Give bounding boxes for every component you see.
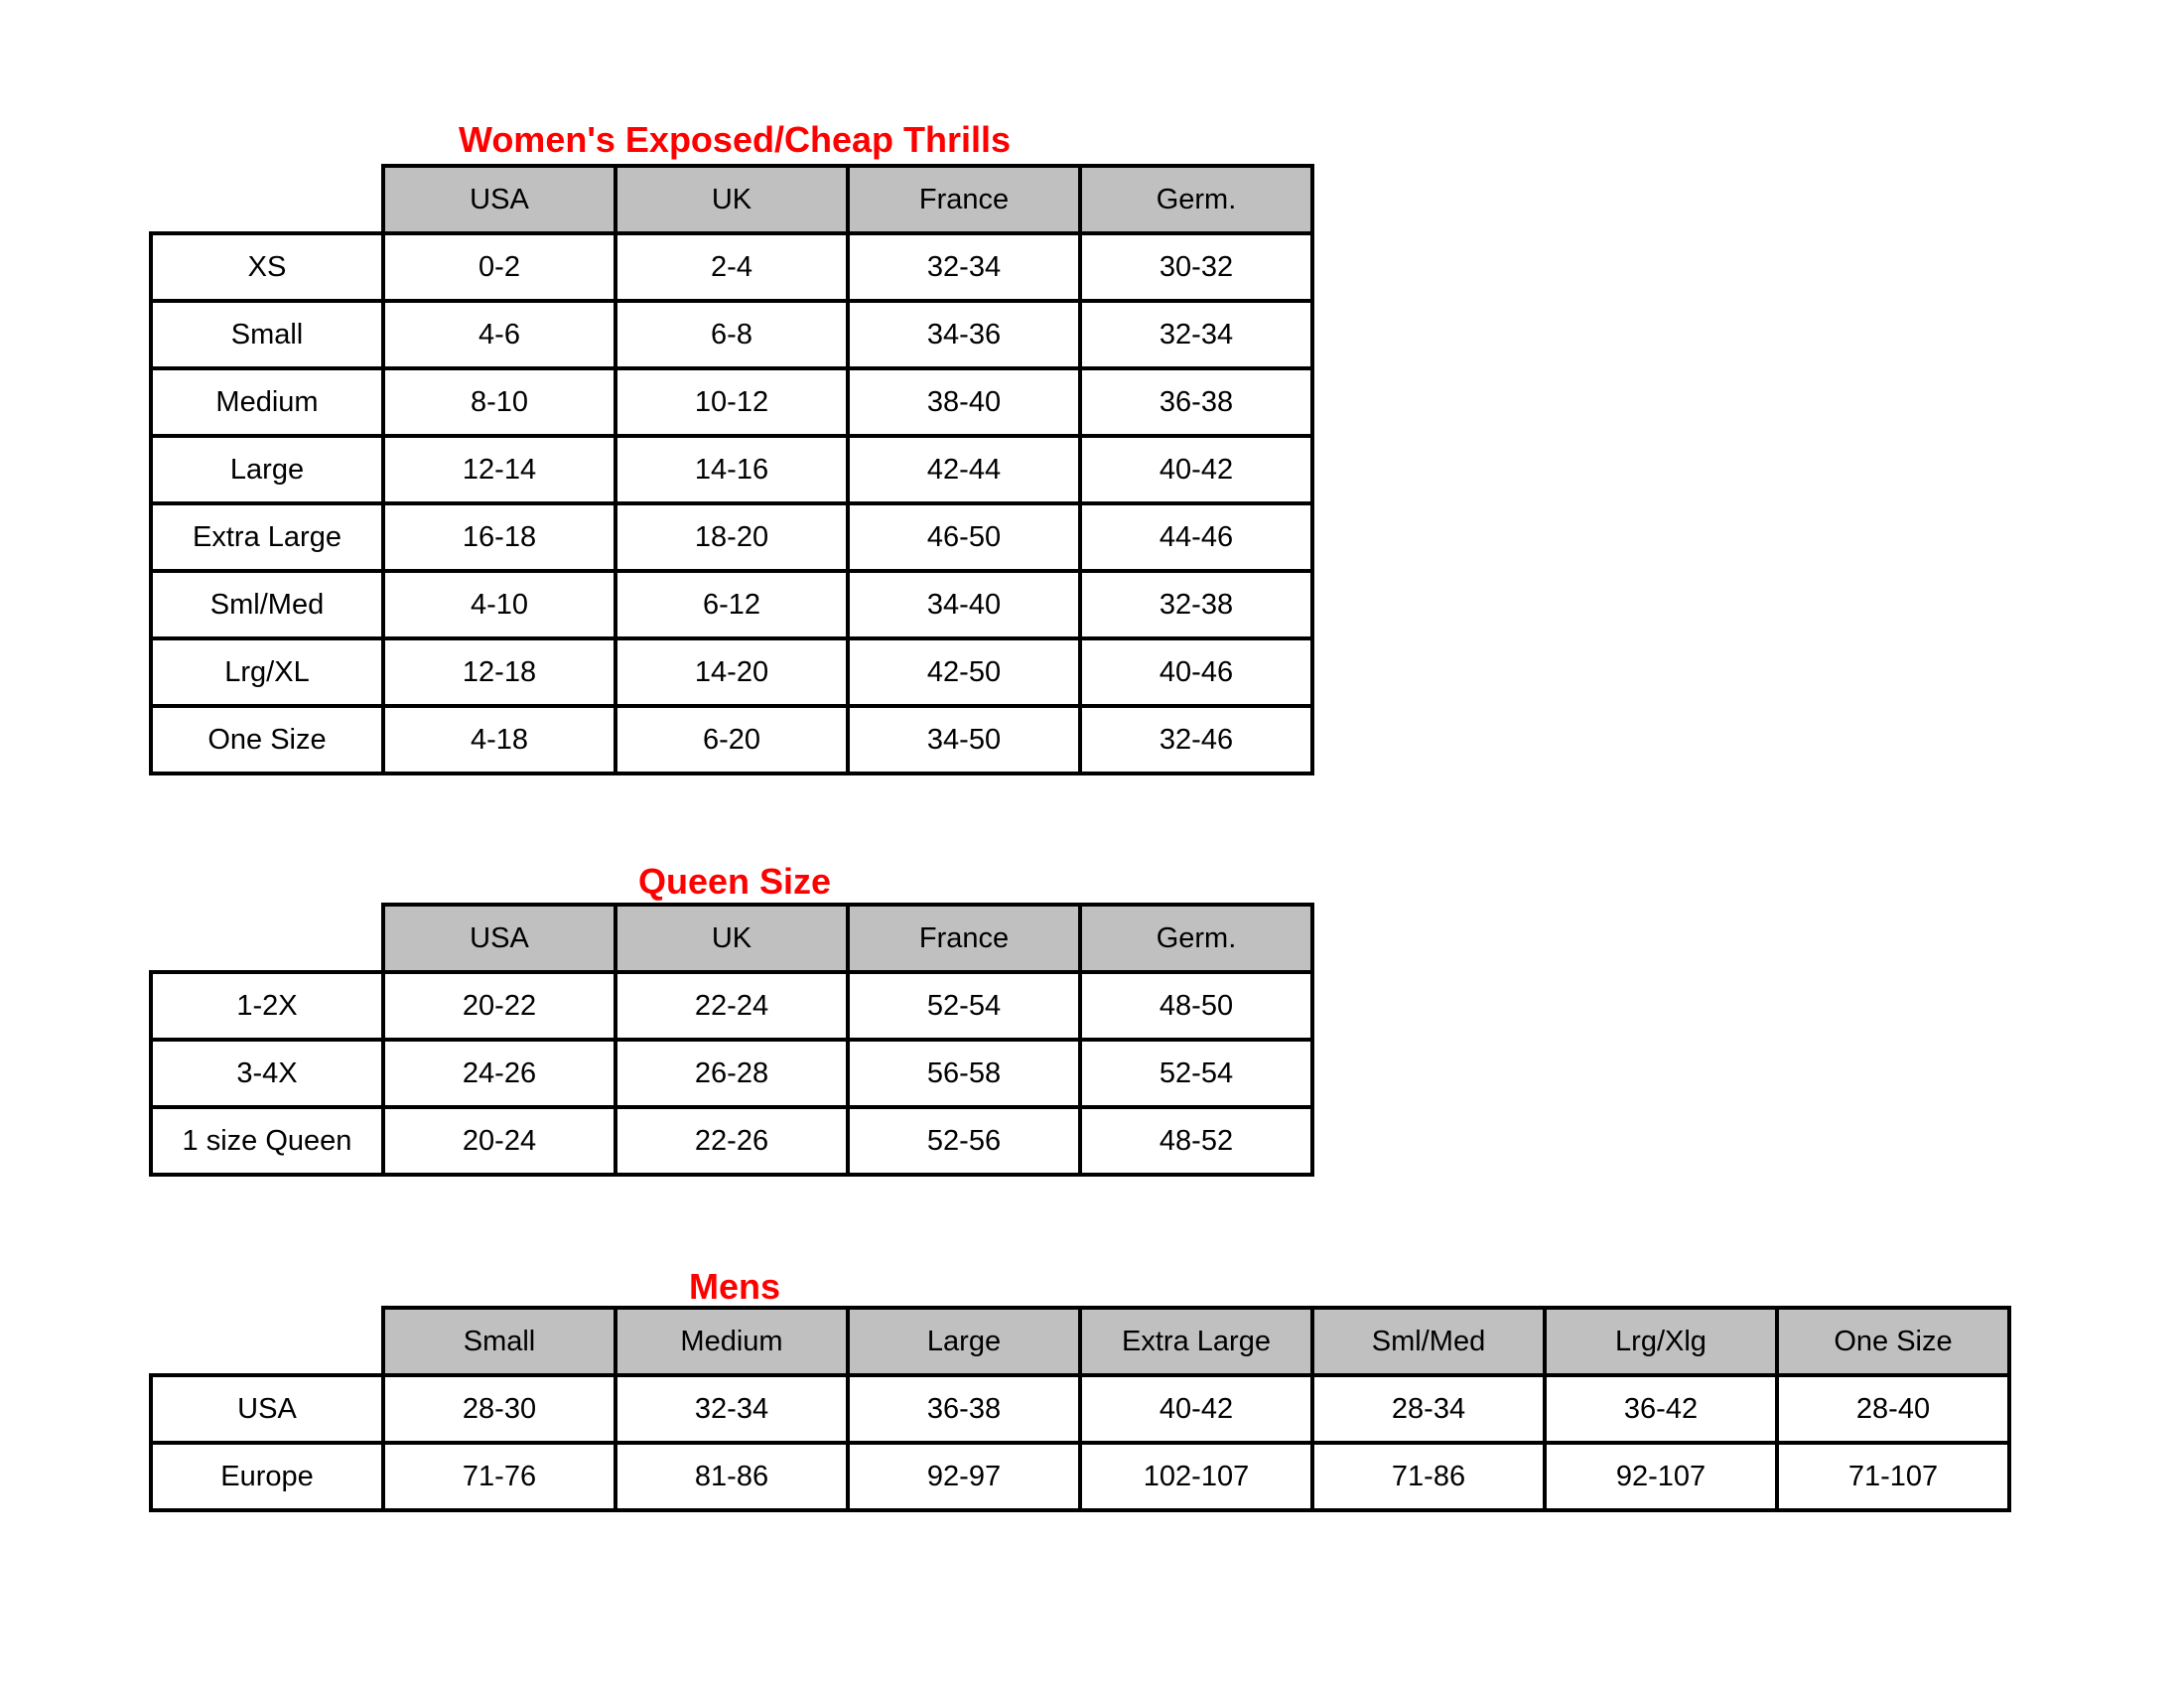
column-header: Germ. bbox=[1080, 905, 1312, 972]
row-label: Small bbox=[151, 301, 383, 368]
size-cell: 32-38 bbox=[1080, 571, 1312, 638]
size-cell: 22-26 bbox=[615, 1107, 848, 1175]
size-cell: 20-22 bbox=[383, 972, 615, 1040]
size-cell: 30-32 bbox=[1080, 233, 1312, 301]
size-cell: 92-107 bbox=[1545, 1443, 1777, 1510]
size-cell: 4-10 bbox=[383, 571, 615, 638]
table-row bbox=[151, 571, 1312, 638]
row-label: 1-2X bbox=[151, 972, 383, 1040]
table-title-mens: Mens bbox=[688, 1266, 781, 1307]
size-cell: 16-18 bbox=[383, 503, 615, 571]
size-cell: 71-86 bbox=[1312, 1443, 1545, 1510]
size-cell: 36-38 bbox=[848, 1375, 1080, 1443]
column-header: France bbox=[848, 905, 1080, 972]
row-label: USA bbox=[151, 1375, 383, 1443]
size-cell: 12-18 bbox=[383, 638, 615, 706]
row-label: Medium bbox=[151, 368, 383, 436]
size-cell: 34-50 bbox=[848, 706, 1080, 774]
table-title-womens: Women's Exposed/Cheap Thrills bbox=[458, 119, 1011, 160]
size-cell: 28-34 bbox=[1312, 1375, 1545, 1443]
row-label: Europe bbox=[151, 1443, 383, 1510]
size-cell: 28-30 bbox=[383, 1375, 615, 1443]
size-cell: 32-34 bbox=[848, 233, 1080, 301]
size-cell: 32-34 bbox=[1080, 301, 1312, 368]
size-cell: 40-42 bbox=[1080, 1375, 1312, 1443]
size-cell: 14-16 bbox=[615, 436, 848, 503]
size-cell: 32-34 bbox=[615, 1375, 848, 1443]
table-row bbox=[151, 1443, 2009, 1510]
size-cell: 28-40 bbox=[1777, 1375, 2009, 1443]
size-cell: 56-58 bbox=[848, 1040, 1080, 1107]
size-cell: 8-10 bbox=[383, 368, 615, 436]
size-cell: 4-18 bbox=[383, 706, 615, 774]
size-cell: 38-40 bbox=[848, 368, 1080, 436]
size-cell: 20-24 bbox=[383, 1107, 615, 1175]
size-cell: 42-44 bbox=[848, 436, 1080, 503]
size-cell: 18-20 bbox=[615, 503, 848, 571]
size-cell: 46-50 bbox=[848, 503, 1080, 571]
corner-cell bbox=[151, 905, 383, 972]
table-row bbox=[151, 301, 1312, 368]
size-cell: 48-52 bbox=[1080, 1107, 1312, 1175]
size-cell: 52-54 bbox=[848, 972, 1080, 1040]
column-header: Medium bbox=[615, 1308, 848, 1375]
size-cell: 6-12 bbox=[615, 571, 848, 638]
table-row bbox=[151, 638, 1312, 706]
header-row bbox=[151, 905, 1312, 972]
size-cell: 22-24 bbox=[615, 972, 848, 1040]
table-row bbox=[151, 972, 1312, 1040]
size-cell: 36-42 bbox=[1545, 1375, 1777, 1443]
size-cell: 42-50 bbox=[848, 638, 1080, 706]
size-cell: 10-12 bbox=[615, 368, 848, 436]
table-row bbox=[151, 368, 1312, 436]
size-cell: 36-38 bbox=[1080, 368, 1312, 436]
size-cell: 52-54 bbox=[1080, 1040, 1312, 1107]
size-cell: 24-26 bbox=[383, 1040, 615, 1107]
size-cell: 2-4 bbox=[615, 233, 848, 301]
size-cell: 14-20 bbox=[615, 638, 848, 706]
row-label: Lrg/XL bbox=[151, 638, 383, 706]
row-label: XS bbox=[151, 233, 383, 301]
size-cell: 44-46 bbox=[1080, 503, 1312, 571]
corner-cell bbox=[151, 1308, 383, 1375]
table-row bbox=[151, 436, 1312, 503]
size-cell: 52-56 bbox=[848, 1107, 1080, 1175]
row-label: Large bbox=[151, 436, 383, 503]
table-row bbox=[151, 1375, 2009, 1443]
column-header: Lrg/Xlg bbox=[1545, 1308, 1777, 1375]
size-cell: 71-76 bbox=[383, 1443, 615, 1510]
size-cell: 0-2 bbox=[383, 233, 615, 301]
table-row bbox=[151, 706, 1312, 774]
row-label: 3-4X bbox=[151, 1040, 383, 1107]
table-row bbox=[151, 233, 1312, 301]
column-header: One Size bbox=[1777, 1308, 2009, 1375]
row-label: Sml/Med bbox=[151, 571, 383, 638]
row-label: 1 size Queen bbox=[151, 1107, 383, 1175]
header-row bbox=[151, 1308, 2009, 1375]
row-label: One Size bbox=[151, 706, 383, 774]
size-table-queen bbox=[149, 903, 1314, 1177]
size-table-mens bbox=[149, 1306, 2011, 1512]
column-header: Large bbox=[848, 1308, 1080, 1375]
column-header: USA bbox=[383, 905, 615, 972]
column-header: Sml/Med bbox=[1312, 1308, 1545, 1375]
size-cell: 92-97 bbox=[848, 1443, 1080, 1510]
size-cell: 6-20 bbox=[615, 706, 848, 774]
table-row bbox=[151, 1040, 1312, 1107]
column-header: UK bbox=[615, 905, 848, 972]
column-header: USA bbox=[383, 166, 615, 233]
table-title-queen: Queen Size bbox=[637, 861, 832, 902]
size-cell: 34-36 bbox=[848, 301, 1080, 368]
row-label: Extra Large bbox=[151, 503, 383, 571]
size-cell: 40-42 bbox=[1080, 436, 1312, 503]
column-header: UK bbox=[615, 166, 848, 233]
size-cell: 12-14 bbox=[383, 436, 615, 503]
column-header: Small bbox=[383, 1308, 615, 1375]
size-table-womens bbox=[149, 164, 1314, 775]
size-cell: 4-6 bbox=[383, 301, 615, 368]
size-cell: 6-8 bbox=[615, 301, 848, 368]
size-cell: 26-28 bbox=[615, 1040, 848, 1107]
size-cell: 34-40 bbox=[848, 571, 1080, 638]
size-cell: 81-86 bbox=[615, 1443, 848, 1510]
size-cell: 102-107 bbox=[1080, 1443, 1312, 1510]
table-row bbox=[151, 1107, 1312, 1175]
size-cell: 40-46 bbox=[1080, 638, 1312, 706]
size-cell: 32-46 bbox=[1080, 706, 1312, 774]
size-cell: 71-107 bbox=[1777, 1443, 2009, 1510]
column-header: Extra Large bbox=[1080, 1308, 1312, 1375]
corner-cell bbox=[151, 166, 383, 233]
column-header: France bbox=[848, 166, 1080, 233]
header-row bbox=[151, 166, 1312, 233]
table-row bbox=[151, 503, 1312, 571]
size-cell: 48-50 bbox=[1080, 972, 1312, 1040]
column-header: Germ. bbox=[1080, 166, 1312, 233]
